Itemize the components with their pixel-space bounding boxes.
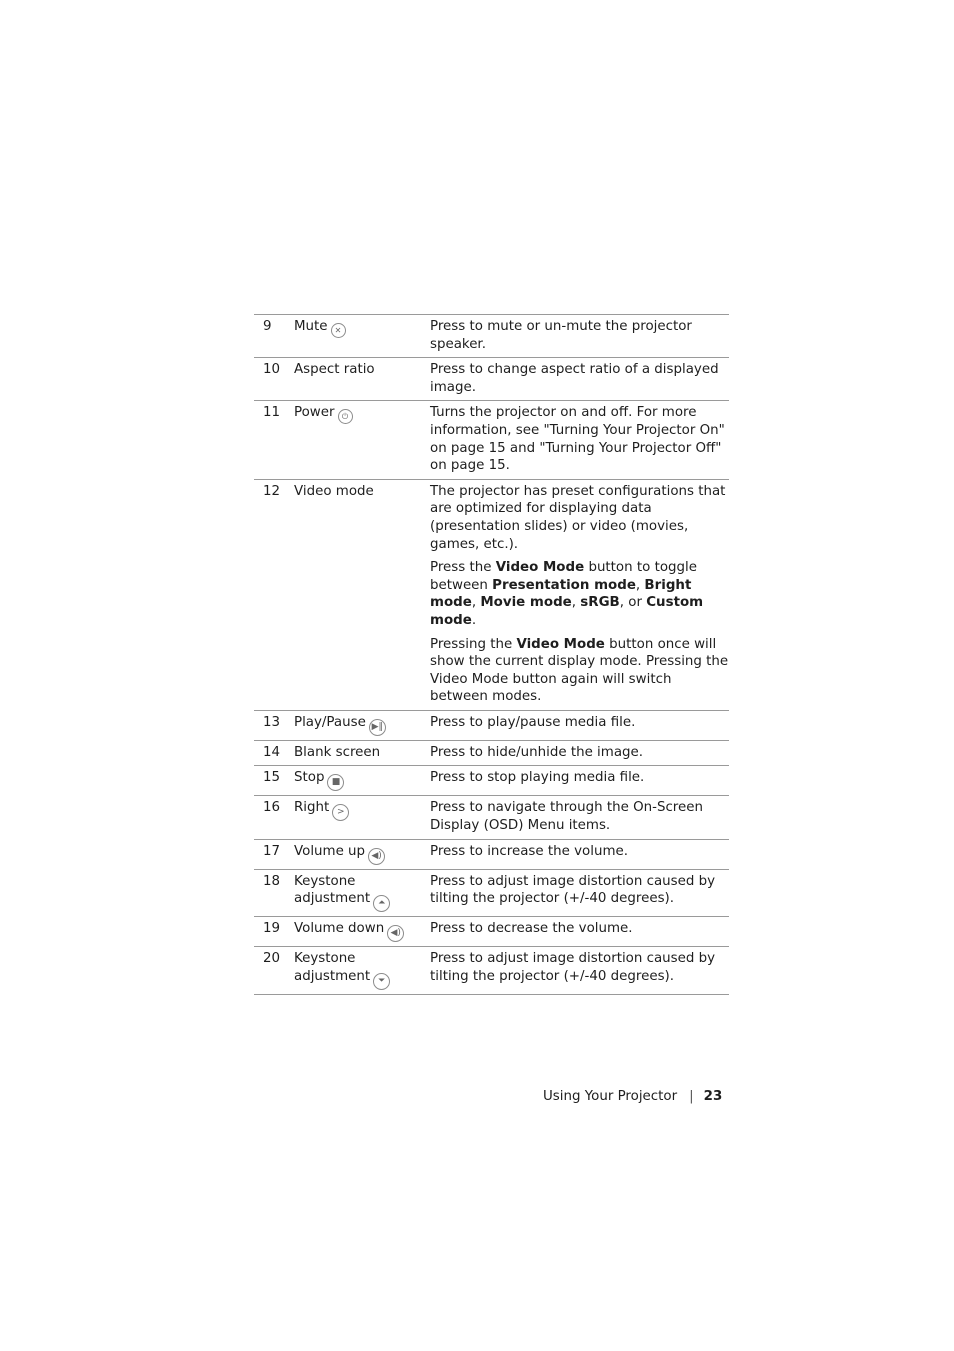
power-icon: ⏻ (338, 409, 353, 424)
button-name-text: Volume up (294, 843, 366, 859)
button-description (430, 920, 729, 942)
button-name (294, 769, 430, 791)
volume-down-icon: ◀) (387, 925, 404, 942)
description-text: Press to adjust image distortion caused by tilting the projector (+/-40 degrees). (430, 873, 716, 907)
right-icon: > (332, 804, 349, 821)
row-number: 15 (263, 770, 281, 786)
description-text: Press the Video Mode button to toggle between Presentation mode, Bright mode, Movie mode, sRGB, or Custom mode. (430, 560, 704, 628)
table-row (254, 741, 729, 767)
description-text: Press to mute or un-mute the projector speaker. (430, 319, 692, 352)
button-name (294, 361, 430, 396)
footer-separator: | (689, 1089, 694, 1104)
table-row (254, 947, 729, 995)
button-description (430, 950, 729, 990)
button-name (294, 744, 430, 762)
button-name-text: Stop (294, 770, 325, 786)
button-description (430, 714, 729, 736)
table-row (254, 766, 729, 796)
table-row (254, 358, 729, 401)
description-text: Press to decrease the volume. (430, 921, 633, 937)
description-text: The projector has preset configurations that are optimized for displaying data (presentation slides) or video (movies, games, etc.). (430, 483, 726, 552)
row-number: 13 (263, 714, 281, 730)
table-row (254, 917, 729, 947)
button-name-text: Blank screen (294, 744, 381, 760)
keystone-up-icon: ⏶ (373, 895, 390, 912)
row-number: 10 (263, 362, 281, 378)
row-number: 19 (263, 921, 281, 937)
button-name (294, 950, 430, 990)
button-name (294, 404, 430, 474)
button-description (430, 361, 729, 396)
button-name-text: Mute (294, 319, 328, 334)
button-name (294, 318, 430, 353)
row-number: 9 (263, 319, 272, 334)
page-footer (543, 1088, 729, 1106)
stop-icon: ■ (327, 774, 344, 791)
mute-icon: ✕ (331, 323, 346, 338)
row-number: 16 (263, 800, 281, 816)
button-name-text: Video mode (294, 483, 374, 499)
button-function-table (254, 314, 729, 995)
row-number: 17 (263, 843, 281, 859)
table-row (254, 711, 729, 741)
description-text: Pressing the Video Mode button once will show the current display mode. Pressing the Video Mode button again will switch between modes. (430, 636, 729, 705)
button-name-text: Volume down (294, 921, 385, 937)
table-row (254, 840, 729, 870)
button-name (294, 873, 430, 913)
description-text: Press to stop playing media file. (430, 770, 645, 786)
button-name-text: Aspect ratio (294, 362, 375, 378)
description-text: Press to adjust image distortion caused by tilting the projector (+/-40 degrees). (430, 951, 716, 984)
table-row (254, 480, 729, 711)
button-description (430, 843, 729, 865)
keystone-down-icon: ⏷ (373, 973, 390, 990)
button-name (294, 920, 430, 942)
button-description (430, 873, 729, 913)
row-number: 18 (263, 873, 281, 889)
section-title: Using Your Projector (543, 1089, 678, 1104)
row-number: 20 (263, 951, 281, 967)
button-description (430, 404, 729, 474)
table-row (254, 315, 729, 358)
table-row (254, 401, 729, 479)
button-name (294, 483, 430, 706)
play-pause-icon: ▶‖ (369, 719, 386, 736)
button-description (430, 744, 729, 762)
button-name (294, 799, 430, 834)
table-row (254, 796, 729, 839)
button-name-text: Keystone adjustment (294, 873, 371, 907)
description-text: Press to play/pause media file. (430, 714, 636, 730)
button-name-text: Play/Pause (294, 714, 366, 730)
button-name (294, 714, 430, 736)
button-description (430, 483, 729, 706)
row-number: 12 (263, 483, 281, 499)
description-text: Press to change aspect ratio of a displayed image. (430, 362, 719, 395)
button-description (430, 318, 729, 353)
button-name (294, 843, 430, 865)
description-text: Press to increase the volume. (430, 843, 628, 859)
button-name-text: Keystone adjustment (294, 951, 371, 984)
row-number: 11 (263, 405, 281, 421)
volume-up-icon: ◀) (368, 848, 385, 865)
table-row (254, 870, 729, 918)
page-number: 23 (703, 1089, 723, 1104)
button-name-text: Power (294, 405, 335, 421)
description-text: Turns the projector on and off. For more information, see "Turning Your Projector On" on page 15 and "Turning Your Projector Off" on page 15. (430, 405, 725, 474)
description-text: Press to hide/unhide the image. (430, 744, 644, 760)
button-name-text: Right (294, 800, 330, 816)
description-text: Press to navigate through the On-Screen Display (OSD) Menu items. (430, 800, 703, 834)
button-description (430, 769, 729, 791)
row-number: 14 (263, 744, 281, 760)
button-description (430, 799, 729, 834)
